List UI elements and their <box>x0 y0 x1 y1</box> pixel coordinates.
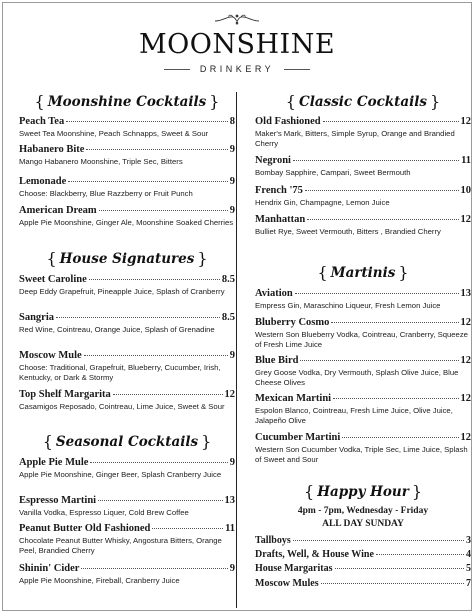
item-description: Casamigos Reposado, Cointreau, Lime Juice, Sweet & Sour <box>19 402 225 411</box>
dot-leader <box>81 568 227 569</box>
item-description: Apple Pie Moonshine, Fireball, Cranberry Juice <box>19 576 180 585</box>
dot-leader <box>152 528 223 529</box>
column-divider <box>236 92 237 608</box>
menu-item <box>19 562 235 586</box>
item-price: 12 <box>460 432 471 443</box>
item-price: 4 <box>466 549 471 561</box>
happy-hour-sunday: ALL DAY SUNDAY <box>322 519 404 529</box>
brand-name: MOONSHINE <box>138 29 336 60</box>
item-description: Chocolate Peanut Butter Whisky, Angostura Bitters, Orange Peel, Brandied Cherry <box>19 536 222 555</box>
dot-leader <box>335 568 465 569</box>
item-name: Old Fashioned <box>255 116 321 127</box>
item-name: Sangria <box>19 312 55 323</box>
dot-leader <box>342 437 458 438</box>
item-description: Bulliet Rye, Sweet Vermouth, Bitters , Brandied Cherry <box>255 227 441 236</box>
dot-leader <box>300 360 458 361</box>
dot-leader <box>84 355 228 356</box>
item-description: Maker's Mark, Bitters, Simple Syrup, Orange and Brandied Cherry <box>255 129 455 148</box>
section-title: { House Signatures } <box>46 249 208 268</box>
item-name: Shinin' Cider <box>19 563 80 574</box>
item-name: Manhattan <box>255 214 306 225</box>
item-price: 9 <box>229 144 235 155</box>
item-price: 12 <box>460 393 471 404</box>
menu-item <box>255 431 471 465</box>
menu-item <box>255 115 471 149</box>
item-name: Top Shelf Margarita <box>19 389 111 400</box>
item-name: Aviation <box>255 288 293 299</box>
menu-header <box>0 0 474 80</box>
item-name: American Dream <box>19 205 97 216</box>
dot-leader <box>86 149 227 150</box>
item-description: Grey Goose Vodka, Dry Vermouth, Splash Olive Juice, Blue Cheese Olives <box>255 368 459 387</box>
item-name: Moscow Mules <box>255 577 319 589</box>
menu-item <box>255 213 471 237</box>
menu-item <box>19 204 235 228</box>
item-price: 10 <box>460 185 471 196</box>
dot-leader <box>293 160 459 161</box>
item-name: Drafts, Well, & House Wine <box>255 549 374 561</box>
item-price: 7 <box>466 577 471 589</box>
item-price: 12 <box>460 116 471 127</box>
item-name: Moscow Mule <box>19 350 82 361</box>
item-name: Bluberry Cosmo <box>255 317 330 328</box>
item-description: Choose: Blackberry, Blue Razzberry or Fruit Punch <box>19 189 193 198</box>
menu-item <box>19 143 235 167</box>
item-price: 9 <box>229 176 235 187</box>
happy-hour-item <box>255 548 471 562</box>
item-name: Sweet Caroline <box>19 274 87 285</box>
item-name: Apple Pie Mule <box>19 457 89 468</box>
item-description: Mango Habanero Moonshine, Triple Sec, Bitters <box>19 157 183 166</box>
item-description: Western Son Blueberry Vodka, Cointreau, Cranberry, Squeeze of Fresh Lime Juice <box>255 330 468 349</box>
dot-leader <box>113 394 223 395</box>
section-seasonal-cocktails <box>19 430 235 452</box>
dot-leader <box>323 121 459 122</box>
item-price: 9 <box>229 350 235 361</box>
item-name: Lemonade <box>19 176 67 187</box>
menu-item <box>255 287 471 311</box>
section-martinis <box>255 261 471 283</box>
dot-leader <box>305 190 459 191</box>
brand-tagline: DRINKERY <box>199 64 275 74</box>
item-description: Hendrix Gin, Champagne, Lemon Juice <box>255 198 390 207</box>
section-title: { Martinis } <box>317 263 409 282</box>
dot-leader <box>99 210 228 211</box>
item-description: Western Son Cucumber Vodka, Triple Sec, Lime Juice, Splash of Sweet and Sour <box>255 445 468 464</box>
menu-item <box>19 349 235 383</box>
menu-item <box>19 456 235 480</box>
tagline-rule-right <box>284 69 310 70</box>
item-name: French '75 <box>255 185 303 196</box>
menu-item <box>19 115 235 139</box>
item-name: Espresso Martini <box>19 495 97 506</box>
happy-hour-times: 4pm - 7pm, Wednesday - Friday <box>297 506 429 516</box>
item-price: 12 <box>224 389 235 400</box>
happy-hour-item <box>255 534 471 548</box>
item-price: 9 <box>229 205 235 216</box>
menu-item <box>19 311 235 335</box>
item-description: Deep Eddy Grapefruit, Pineapple Juice, Splash of Cranberry <box>19 287 225 296</box>
dot-leader <box>66 121 228 122</box>
item-name: House Margaritas <box>255 563 333 575</box>
section-title: { Happy Hour } <box>304 482 422 501</box>
section-title: { Classic Cocktails } <box>285 92 441 111</box>
menu-item <box>255 316 471 350</box>
item-price: 12 <box>460 214 471 225</box>
item-name: Mexican Martini <box>255 393 332 404</box>
section-moonshine-cocktails <box>19 90 235 112</box>
menu-item <box>19 522 235 556</box>
item-price: 12 <box>460 355 471 366</box>
item-name: Habanero Bite <box>19 144 85 155</box>
menu-item <box>255 354 471 388</box>
menu-item <box>19 494 235 518</box>
menu-item <box>255 184 471 208</box>
happy-hour-item <box>255 577 471 591</box>
item-price: 3 <box>466 535 471 546</box>
dot-leader <box>333 398 458 399</box>
item-price: 11 <box>461 155 471 166</box>
menu-item <box>255 154 471 178</box>
section-classic-cocktails <box>255 90 471 112</box>
item-price: 13 <box>460 288 471 299</box>
menu-item <box>255 392 471 426</box>
dot-leader <box>293 540 464 541</box>
item-name: Tallboys <box>255 535 291 546</box>
item-price: 12 <box>460 317 471 328</box>
item-description: Sweet Tea Moonshine, Peach Schnapps, Sweet & Sour <box>19 129 209 138</box>
item-price: 8.5 <box>221 274 235 285</box>
item-name: Negroni <box>255 155 291 166</box>
item-description: Bombay Sapphire, Campari, Sweet Bermouth <box>255 168 411 177</box>
dot-leader <box>98 500 222 501</box>
item-price: 11 <box>225 523 235 534</box>
dot-leader <box>295 293 459 294</box>
item-name: Peanut Butter Old Fashioned <box>19 523 151 534</box>
item-description: Choose: Traditional, Grapefruit, Blueberry, Cucumber, Irish, Kentucky, or Dark & Stormy <box>19 363 221 382</box>
dot-leader <box>376 554 464 555</box>
item-name: Blue Bird <box>255 355 299 366</box>
item-description: Apple Pie Moonshine, Ginger Ale, Moonshine Soaked Cherries <box>19 218 234 227</box>
item-price: 8.5 <box>221 312 235 323</box>
item-description: Apple Pie Moonshine, Ginger Beer, Splash Cranberry Juice <box>19 470 222 479</box>
item-price: 8 <box>229 116 235 127</box>
happy-hour-list <box>255 534 471 591</box>
section-title: { Seasonal Cocktails } <box>42 432 212 451</box>
menu-item <box>19 273 235 297</box>
item-price: 13 <box>224 495 235 506</box>
section-happy-hour <box>255 480 471 531</box>
menu-item <box>19 175 235 199</box>
section-title: { Moonshine Cocktails } <box>34 92 220 111</box>
dot-leader <box>321 583 464 584</box>
dot-leader <box>331 322 458 323</box>
item-price: 9 <box>229 563 235 574</box>
dot-leader <box>307 219 458 220</box>
dot-leader <box>68 181 228 182</box>
item-name: Peach Tea <box>19 116 65 127</box>
item-price: 5 <box>466 563 471 575</box>
menu-item <box>19 388 235 412</box>
flourish-ornament-icon <box>213 12 261 26</box>
dot-leader <box>56 317 220 318</box>
item-name: Cucumber Martini <box>255 432 341 443</box>
item-description: Red Wine, Cointreau, Orange Juice, Splash of Grenadine <box>19 325 215 334</box>
item-description: Espolon Blanco, Cointreau, Fresh Lime Juice, Olive Juice, Jalapeño Olive <box>255 406 453 425</box>
dot-leader <box>90 462 227 463</box>
happy-hour-item <box>255 562 471 576</box>
dot-leader <box>89 279 220 280</box>
item-description: Vanilla Vodka, Espresso Liquer, Cold Brew Coffee <box>19 508 189 517</box>
item-description: Empress Gin, Maraschino Liqueur, Fresh Lemon Juice <box>255 301 441 310</box>
item-price: 9 <box>229 457 235 468</box>
section-house-signatures <box>19 247 235 269</box>
